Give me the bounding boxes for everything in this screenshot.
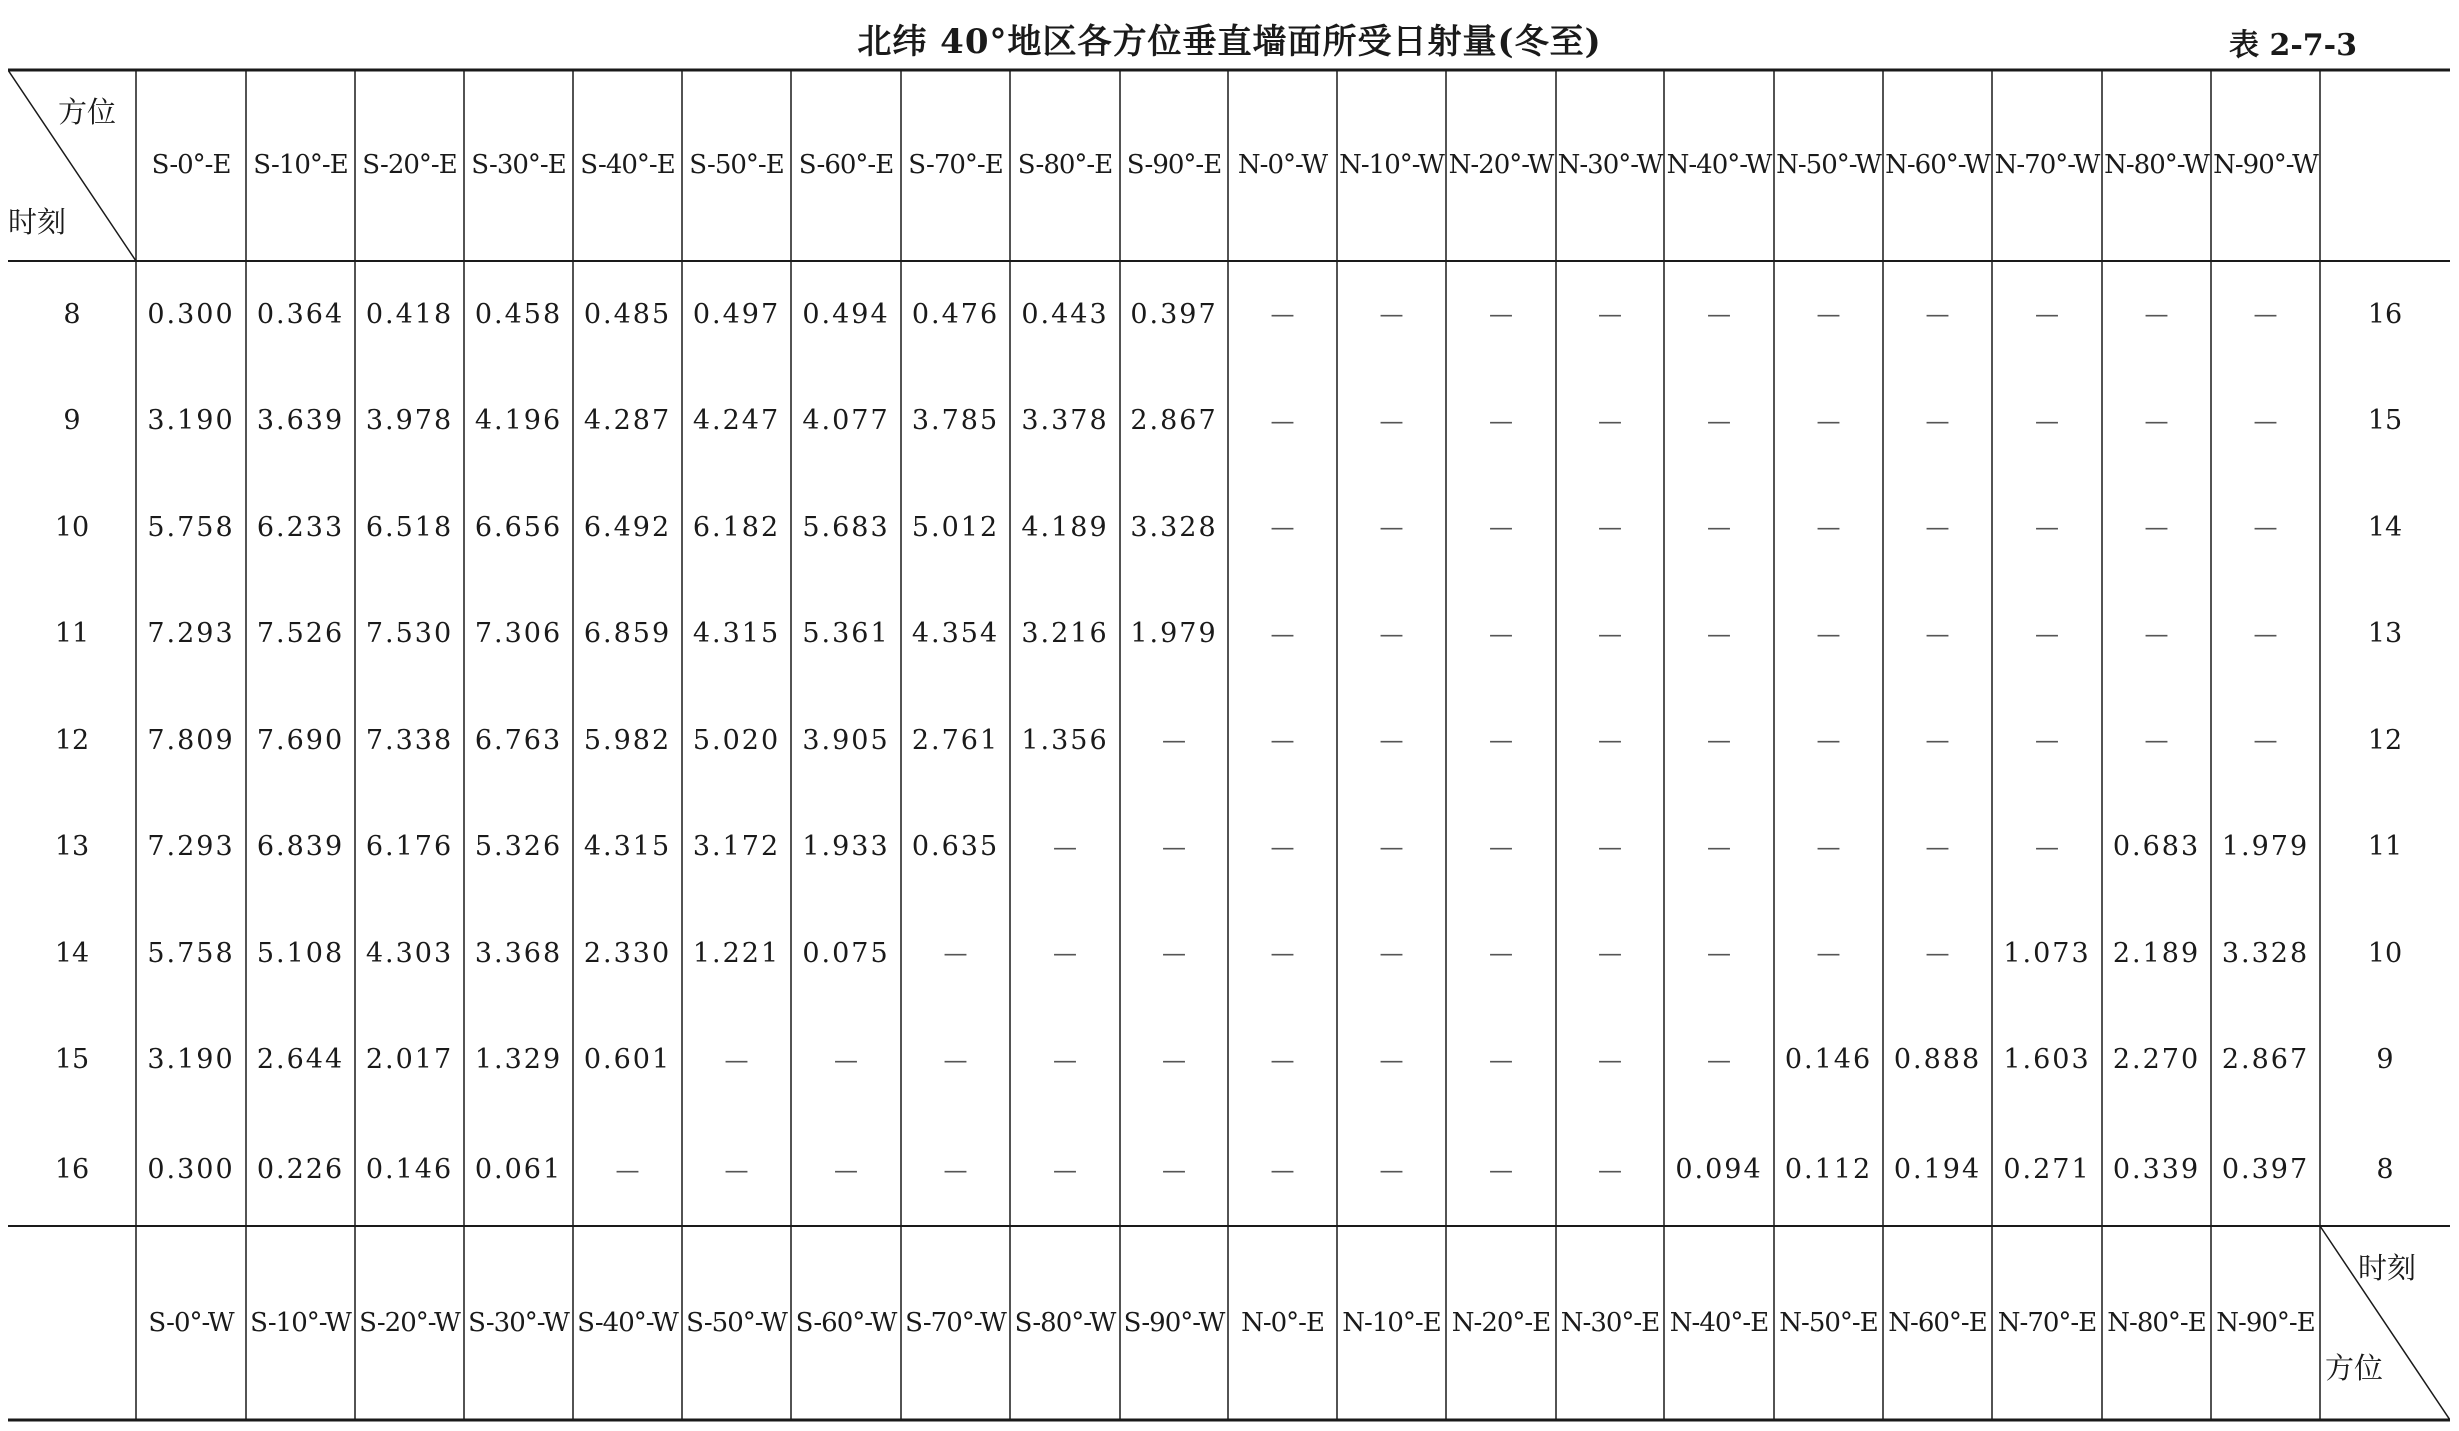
table-cell-empty: — bbox=[1707, 939, 1731, 967]
column-header-bottom: N-50°-E bbox=[1779, 1308, 1878, 1338]
table-cell-empty: — bbox=[1707, 300, 1731, 328]
corner-bottom-orientation-label: 方位 bbox=[2325, 1351, 2384, 1385]
table-cell: 3.905 bbox=[802, 724, 890, 756]
row-hour-left: 10 bbox=[54, 511, 90, 543]
table-cell-empty: — bbox=[1707, 1045, 1731, 1074]
table-cell: 4.196 bbox=[474, 405, 563, 436]
table-cell-empty: — bbox=[1816, 406, 1841, 435]
table-cell-empty: — bbox=[2144, 406, 2169, 435]
table-cell: 5.758 bbox=[147, 511, 235, 543]
table-cell: 5.020 bbox=[692, 724, 781, 756]
column-header-bottom: N-0°-E bbox=[1241, 1308, 1324, 1338]
table-cell-empty: — bbox=[1489, 1155, 1513, 1184]
table-cell-empty: — bbox=[1598, 406, 1622, 435]
table-cell: 0.458 bbox=[474, 298, 563, 330]
table-cell-empty: — bbox=[1925, 513, 1950, 541]
table-cell-empty: — bbox=[1598, 726, 1622, 754]
column-header-bottom: N-10°-E bbox=[1342, 1308, 1441, 1338]
table-cell: 0.397 bbox=[2221, 1154, 2310, 1185]
table-cell-empty: — bbox=[1379, 300, 1404, 328]
table-cell-empty: — bbox=[2253, 726, 2278, 754]
table-cell: 1.933 bbox=[802, 831, 890, 862]
table-cell: 2.189 bbox=[2112, 937, 2201, 969]
table-cell-empty: — bbox=[1489, 939, 1513, 967]
table-cell-empty: — bbox=[2144, 726, 2169, 754]
table-cell: 4.315 bbox=[692, 618, 781, 649]
table-cell-empty: — bbox=[724, 1155, 749, 1184]
corner-bottom-time-label: 时刻 bbox=[2358, 1251, 2417, 1285]
table-cell: 3.639 bbox=[256, 405, 345, 436]
table-cell-empty: — bbox=[1053, 1155, 1077, 1184]
table-cell: 4.303 bbox=[365, 937, 454, 969]
table-cell-empty: — bbox=[1162, 832, 1186, 861]
table-cell-empty: — bbox=[1925, 832, 1950, 861]
table-cell-empty: — bbox=[1162, 1155, 1186, 1184]
column-header-top: N-50°-W bbox=[1776, 149, 1881, 180]
row-hour-left: 14 bbox=[54, 937, 90, 969]
table-cell-empty: — bbox=[2144, 619, 2169, 648]
column-header-top: N-40°-W bbox=[1666, 149, 1772, 180]
table-cell-empty: — bbox=[1598, 513, 1622, 541]
table-cell: 0.112 bbox=[1784, 1154, 1873, 1185]
table-cell: 4.354 bbox=[911, 618, 1000, 649]
table-cell: 3.785 bbox=[911, 405, 1000, 436]
table-cell-empty: — bbox=[1598, 300, 1622, 328]
column-header-top: S-40°-E bbox=[580, 149, 675, 180]
table-cell-empty: — bbox=[1379, 832, 1404, 861]
row-hour-left: 11 bbox=[54, 618, 90, 649]
table-cell-empty: — bbox=[1270, 832, 1295, 861]
table-cell-empty: — bbox=[1598, 619, 1622, 648]
table-cell-empty: — bbox=[615, 1155, 640, 1184]
table-cell: 6.839 bbox=[256, 831, 345, 862]
table-cell-empty: — bbox=[1598, 832, 1622, 861]
table-cell: 0.339 bbox=[2112, 1154, 2201, 1185]
table-cell: 0.635 bbox=[911, 831, 1000, 862]
table-cell-empty: — bbox=[1270, 1155, 1295, 1184]
column-header-bottom: N-40°-E bbox=[1669, 1308, 1769, 1338]
table-cell: 0.683 bbox=[2112, 831, 2201, 862]
table-cell: 1.356 bbox=[1021, 724, 1109, 756]
table-cell-empty: — bbox=[1707, 513, 1731, 541]
table-cell-empty: — bbox=[1270, 939, 1295, 967]
row-hour-right: 10 bbox=[2367, 937, 2403, 969]
table-cell-empty: — bbox=[2253, 513, 2278, 541]
table-cell-empty: — bbox=[1707, 619, 1731, 648]
row-hour-right: 9 bbox=[2376, 1044, 2394, 1075]
table-cell-empty: — bbox=[2253, 619, 2278, 648]
table-cell: 0.888 bbox=[1893, 1044, 1982, 1075]
data-table bbox=[8, 68, 2450, 1423]
row-hour-right: 12 bbox=[2367, 724, 2403, 756]
table-cell-empty: — bbox=[1379, 939, 1404, 967]
table-cell-empty: — bbox=[2035, 406, 2059, 435]
table-title: 北纬 40°地区各方位垂直墙面所受日射量(冬至) bbox=[857, 22, 1602, 62]
table-cell: 3.368 bbox=[474, 937, 563, 969]
table-cell-empty: — bbox=[1162, 1045, 1186, 1074]
table-cell-empty: — bbox=[1489, 726, 1513, 754]
table-cell-empty: — bbox=[1379, 513, 1404, 541]
table-cell-empty: — bbox=[724, 1045, 749, 1074]
column-header-top: S-90°-E bbox=[1126, 149, 1222, 180]
table-cell-empty: — bbox=[1053, 1045, 1077, 1074]
table-cell-empty: — bbox=[1816, 939, 1841, 967]
table-cell: 3.328 bbox=[1130, 511, 1218, 543]
table-cell: 0.061 bbox=[474, 1154, 563, 1185]
row-hour-left: 9 bbox=[63, 405, 81, 436]
table-cell-empty: — bbox=[1489, 300, 1513, 328]
column-header-bottom: S-70°-W bbox=[905, 1308, 1006, 1338]
column-header-top: N-70°-W bbox=[1994, 149, 2100, 180]
table-cell-empty: — bbox=[1053, 939, 1077, 967]
corner-orientation-label: 方位 bbox=[58, 95, 117, 129]
table-cell-empty: — bbox=[943, 1045, 968, 1074]
table-number: 表 2-7-3 bbox=[2229, 28, 2357, 63]
column-header-bottom: S-90°-W bbox=[1123, 1308, 1225, 1338]
column-header-bottom: S-80°-W bbox=[1014, 1308, 1116, 1338]
table-cell: 0.146 bbox=[365, 1154, 454, 1185]
table-cell-empty: — bbox=[2253, 406, 2278, 435]
row-hour-right: 13 bbox=[2367, 618, 2403, 649]
row-hour-left: 12 bbox=[54, 724, 90, 756]
table-cell-empty: — bbox=[1598, 1045, 1622, 1074]
table-cell-empty: — bbox=[1816, 300, 1841, 328]
table-cell: 6.492 bbox=[583, 511, 672, 543]
table-cell-empty: — bbox=[1489, 1045, 1513, 1074]
table-cell-empty: — bbox=[2035, 726, 2059, 754]
table-cell-empty: — bbox=[1816, 619, 1841, 648]
column-header-top: S-80°-E bbox=[1017, 149, 1113, 180]
table-cell: 3.378 bbox=[1021, 405, 1109, 436]
table-cell-empty: — bbox=[943, 1155, 968, 1184]
table-cell: 2.644 bbox=[256, 1044, 345, 1075]
table-cell: 0.226 bbox=[256, 1154, 345, 1185]
table-cell-empty: — bbox=[1925, 939, 1950, 967]
table-cell: 7.809 bbox=[147, 724, 235, 756]
column-header-bottom: S-60°-W bbox=[795, 1308, 897, 1338]
table-cell: 5.361 bbox=[802, 618, 890, 649]
column-header-top: S-50°-E bbox=[689, 149, 784, 180]
column-header-bottom: S-20°-W bbox=[359, 1308, 460, 1338]
table-cell: 2.017 bbox=[365, 1044, 454, 1075]
table-cell: 3.328 bbox=[2221, 937, 2310, 969]
column-header-top: S-10°-E bbox=[253, 149, 348, 180]
column-header-bottom: N-80°-E bbox=[2107, 1308, 2206, 1338]
row-hour-right: 8 bbox=[2376, 1154, 2394, 1185]
table-cell: 0.271 bbox=[2003, 1154, 2091, 1185]
table-cell: 0.075 bbox=[802, 937, 890, 969]
table-cell: 3.190 bbox=[147, 1044, 235, 1075]
table-cell: 6.182 bbox=[692, 511, 781, 543]
table-cell-empty: — bbox=[1379, 1045, 1404, 1074]
table-cell-empty: — bbox=[1270, 406, 1295, 435]
table-cell: 4.247 bbox=[692, 405, 781, 436]
table-cell: 6.859 bbox=[583, 618, 672, 649]
column-header-top: N-30°-W bbox=[1557, 149, 1663, 180]
table-cell-empty: — bbox=[1270, 300, 1295, 328]
table-cell: 0.476 bbox=[911, 298, 1000, 330]
table-cell: 0.300 bbox=[147, 298, 235, 330]
table-cell: 4.315 bbox=[583, 831, 672, 862]
table-cell: 2.867 bbox=[2221, 1044, 2310, 1075]
column-header-bottom: S-0°-W bbox=[148, 1308, 234, 1338]
table-cell-empty: — bbox=[1270, 726, 1295, 754]
table-cell: 0.443 bbox=[1021, 298, 1109, 330]
table-cell-empty: — bbox=[2253, 300, 2278, 328]
column-header-bottom: N-70°-E bbox=[1997, 1308, 2097, 1338]
table-cell: 6.176 bbox=[365, 831, 454, 862]
table-cell: 1.073 bbox=[2003, 937, 2091, 969]
table-cell-empty: — bbox=[1489, 513, 1513, 541]
row-hour-left: 8 bbox=[63, 298, 81, 330]
table-cell-empty: — bbox=[1379, 406, 1404, 435]
table-cell-empty: — bbox=[1925, 726, 1950, 754]
table-cell: 0.300 bbox=[147, 1154, 235, 1185]
table-cell-empty: — bbox=[1816, 726, 1841, 754]
table-cell: 7.530 bbox=[365, 618, 454, 649]
table-cell-empty: — bbox=[1489, 832, 1513, 861]
table-cell: 7.526 bbox=[256, 618, 345, 649]
table-cell: 0.094 bbox=[1675, 1154, 1763, 1185]
table-cell-empty: — bbox=[1925, 300, 1950, 328]
table-cell: 2.867 bbox=[1130, 405, 1218, 436]
table-cell: 7.293 bbox=[147, 831, 235, 862]
table-cell: 4.287 bbox=[583, 405, 672, 436]
column-header-bottom: N-90°-E bbox=[2216, 1308, 2315, 1338]
table-cell: 3.978 bbox=[365, 405, 454, 436]
table-cell: 1.979 bbox=[1130, 618, 1218, 649]
table-cell-empty: — bbox=[1816, 832, 1841, 861]
table-cell: 7.338 bbox=[365, 724, 454, 756]
row-hour-right: 14 bbox=[2367, 511, 2403, 543]
column-header-top: N-80°-W bbox=[2104, 149, 2209, 180]
table-cell: 2.270 bbox=[2112, 1044, 2201, 1075]
table-cell: 0.485 bbox=[583, 298, 672, 330]
table-cell: 7.690 bbox=[256, 724, 345, 756]
table-cell: 0.364 bbox=[256, 298, 345, 330]
row-hour-left: 15 bbox=[54, 1044, 90, 1075]
table-cell: 1.221 bbox=[692, 937, 781, 969]
table-cell: 0.494 bbox=[802, 298, 890, 330]
table-cell: 5.326 bbox=[474, 831, 563, 862]
column-header-top: S-0°-E bbox=[151, 149, 231, 180]
column-header-top: N-0°-W bbox=[1237, 149, 1328, 180]
table-cell-empty: — bbox=[834, 1155, 858, 1184]
table-cell: 5.982 bbox=[583, 724, 672, 756]
column-header-bottom: N-30°-E bbox=[1560, 1308, 1660, 1338]
table-cell: 0.601 bbox=[583, 1044, 672, 1075]
table-cell: 2.761 bbox=[911, 724, 1000, 756]
table-cell-empty: — bbox=[1270, 619, 1295, 648]
column-header-top: S-30°-E bbox=[471, 149, 566, 180]
table-cell: 0.497 bbox=[692, 298, 781, 330]
table-cell: 0.418 bbox=[365, 298, 454, 330]
table-cell: 4.189 bbox=[1021, 511, 1109, 543]
table-cell-empty: — bbox=[1707, 726, 1731, 754]
table-cell-empty: — bbox=[2035, 832, 2059, 861]
table-cell-empty: — bbox=[1707, 406, 1731, 435]
table-cell-empty: — bbox=[1816, 513, 1841, 541]
table-cell-empty: — bbox=[2144, 513, 2169, 541]
table-cell-empty: — bbox=[1053, 832, 1077, 861]
column-header-bottom: S-50°-W bbox=[686, 1308, 787, 1338]
table-cell: 7.293 bbox=[147, 618, 235, 649]
table-cell: 6.518 bbox=[365, 511, 454, 543]
table-cell-empty: — bbox=[1162, 939, 1186, 967]
column-header-bottom: N-60°-E bbox=[1888, 1308, 1987, 1338]
table-cell: 6.233 bbox=[256, 511, 345, 543]
table-cell-empty: — bbox=[1270, 513, 1295, 541]
column-header-top: N-60°-W bbox=[1885, 149, 1990, 180]
row-hour-right: 11 bbox=[2367, 831, 2403, 862]
column-header-top: N-20°-W bbox=[1448, 149, 1554, 180]
table-cell: 3.172 bbox=[692, 831, 781, 862]
table-cell-empty: — bbox=[2035, 513, 2059, 541]
table-cell: 6.763 bbox=[474, 724, 563, 756]
table-cell: 7.306 bbox=[474, 618, 563, 649]
column-header-bottom: N-20°-E bbox=[1451, 1308, 1551, 1338]
table-cell: 1.329 bbox=[474, 1044, 563, 1075]
table-cell: 1.603 bbox=[2003, 1044, 2091, 1075]
table-cell: 6.656 bbox=[474, 511, 563, 543]
table-cell-empty: — bbox=[1379, 1155, 1404, 1184]
table-cell: 0.146 bbox=[1784, 1044, 1873, 1075]
table-cell: 3.190 bbox=[147, 405, 235, 436]
table-cell: 0.194 bbox=[1893, 1154, 1982, 1185]
table-cell-empty: — bbox=[1379, 726, 1404, 754]
table-cell-empty: — bbox=[1489, 619, 1513, 648]
table-cell-empty: — bbox=[1925, 406, 1950, 435]
table-cell-empty: — bbox=[1162, 726, 1186, 754]
column-header-top: N-90°-W bbox=[2213, 149, 2318, 180]
table-cell-empty: — bbox=[2144, 300, 2169, 328]
column-header-top: S-20°-E bbox=[362, 149, 457, 180]
column-header-top: S-70°-E bbox=[908, 149, 1003, 180]
table-cell-empty: — bbox=[2035, 300, 2059, 328]
table-cell: 5.683 bbox=[802, 511, 890, 543]
table-cell-empty: — bbox=[1270, 1045, 1295, 1074]
row-hour-right: 16 bbox=[2367, 298, 2403, 330]
table-cell-empty: — bbox=[1925, 619, 1950, 648]
row-hour-right: 15 bbox=[2367, 405, 2403, 436]
table-cell: 1.979 bbox=[2221, 831, 2310, 862]
column-header-top: S-60°-E bbox=[798, 149, 894, 180]
table-cell: 2.330 bbox=[583, 937, 672, 969]
table-cell: 5.012 bbox=[911, 511, 1000, 543]
row-hour-left: 13 bbox=[54, 831, 90, 862]
table-cell-empty: — bbox=[1489, 406, 1513, 435]
table-cell-empty: — bbox=[1598, 939, 1622, 967]
column-header-bottom: S-30°-W bbox=[468, 1308, 569, 1338]
table-cell-empty: — bbox=[943, 939, 968, 967]
table-cell-empty: — bbox=[1598, 1155, 1622, 1184]
row-hour-left: 16 bbox=[54, 1154, 90, 1185]
table-cell-empty: — bbox=[1379, 619, 1404, 648]
table-cell: 5.108 bbox=[256, 937, 345, 969]
column-header-bottom: S-10°-W bbox=[250, 1308, 351, 1338]
table-cell: 4.077 bbox=[802, 405, 890, 436]
corner-time-label: 时刻 bbox=[8, 205, 67, 239]
column-header-bottom: S-40°-W bbox=[577, 1308, 678, 1338]
table-cell-empty: — bbox=[1707, 832, 1731, 861]
column-header-top: N-10°-W bbox=[1339, 149, 1444, 180]
table-cell: 0.397 bbox=[1130, 298, 1218, 330]
table-cell-empty: — bbox=[834, 1045, 858, 1074]
table-cell-empty: — bbox=[2035, 619, 2059, 648]
table-cell: 5.758 bbox=[147, 937, 235, 969]
table-cell: 3.216 bbox=[1021, 618, 1109, 649]
